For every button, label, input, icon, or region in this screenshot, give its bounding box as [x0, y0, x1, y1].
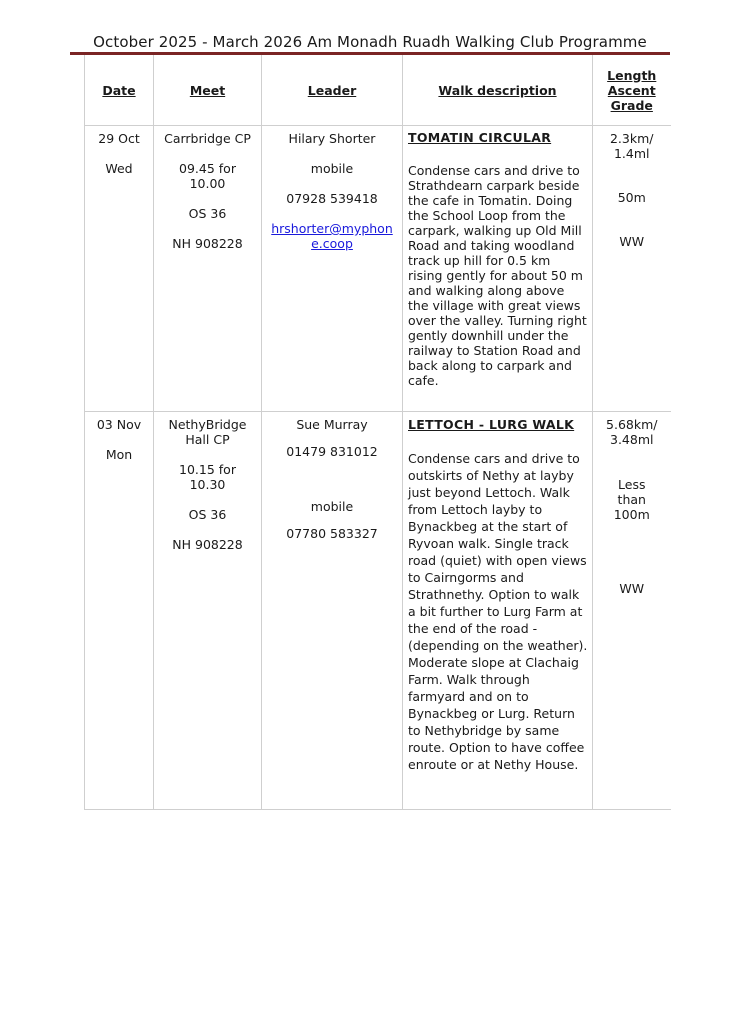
meet-time: 09.45 for 10.00	[179, 161, 236, 191]
walk-day: Mon	[105, 447, 133, 462]
os-map: OS 36	[188, 206, 227, 221]
walk-title: TOMATIN CIRCULAR	[408, 130, 552, 145]
walk-description-cell	[403, 126, 593, 412]
programme-table	[84, 55, 671, 810]
meet-place: Carrbridge CP	[164, 131, 251, 146]
date-cell	[85, 126, 154, 412]
date-cell	[85, 412, 154, 810]
length-cell	[593, 412, 671, 810]
leader-phone: 07928 539418	[286, 191, 378, 206]
leader-email-link[interactable]: hrshorter@myphone.coop	[271, 221, 393, 251]
leader-phone-1: 01479 831012	[286, 444, 378, 459]
meet-place: NethyBridge Hall CP	[168, 417, 247, 447]
table-row	[85, 126, 671, 412]
page-title: October 2025 - March 2026 Am Monadh Ruadh Walking Club Programme	[93, 33, 647, 51]
walk-ascent: Less than 100m	[613, 477, 650, 522]
walk-ascent: 50m	[617, 190, 646, 205]
leader-mobile-label: mobile	[310, 161, 354, 176]
walk-length: 5.68km/ 3.48ml	[606, 417, 658, 447]
leader-cell	[262, 412, 403, 810]
leader-name: Hilary Shorter	[288, 131, 376, 146]
header-ascent: Ascent	[607, 82, 656, 98]
table-header-row	[85, 55, 671, 126]
walk-grade: WW	[619, 234, 645, 249]
walk-grade: WW	[619, 581, 645, 596]
leader-mobile-label: mobile	[310, 499, 354, 514]
header-leader: Leader	[262, 55, 403, 126]
table-row	[85, 412, 671, 810]
leader-name: Sue Murray	[296, 417, 368, 432]
grid-ref: NH 908228	[172, 236, 243, 251]
leader-cell	[262, 126, 403, 412]
grid-ref: NH 908228	[172, 537, 243, 552]
header-grade: Grade	[610, 97, 653, 113]
walk-text: Condense cars and drive to outskirts of Nethy at layby just beyond Lettoch. Walk from Lettoch layby to Bynackbeg at the start of Ryvoan walk. Single track road (quiet) with open views to Cairngorms and Strathnethy. Option to walk a bit further to Lurg Farm at the end of the road - (depending on the weather). Moderate slope at Clachaig Farm. Walk through farmyard and on to Bynackbeg or Lurg. Return to Nethybridge by same route. Option to have coffee enroute or at Nethy House.	[408, 451, 588, 772]
walk-day: Wed	[105, 161, 133, 176]
walk-date: 03 Nov	[96, 417, 142, 432]
meet-cell	[154, 126, 262, 412]
walk-title: LETTOCH - LURG WALK	[408, 417, 575, 432]
header-meet: Meet	[154, 55, 262, 126]
header-length-ascent-grade	[593, 55, 671, 126]
walk-date: 29 Oct	[98, 131, 140, 146]
meet-cell	[154, 412, 262, 810]
header-length: Length	[607, 67, 657, 83]
header-walk-description: Walk description	[403, 55, 593, 126]
length-cell	[593, 126, 671, 412]
leader-phone-2: 07780 583327	[286, 526, 378, 541]
meet-time: 10.15 for 10.30	[179, 462, 236, 492]
os-map: OS 36	[188, 507, 227, 522]
header-date: Date	[85, 55, 154, 126]
walk-description-cell	[403, 412, 593, 810]
walk-length: 2.3km/ 1.4ml	[609, 131, 654, 161]
walk-text: Condense cars and drive to Strathdearn carpark beside the cafe in Tomatin. Doing the School Loop from the carpark, walking up Old Mill Road and taking woodland track up hill for 0.5 km rising gently for about 50 m and walking along above the village with great views over the valley. Turning right gently downhill under the railway to Station Road and back along to carpark and cafe.	[408, 163, 587, 388]
